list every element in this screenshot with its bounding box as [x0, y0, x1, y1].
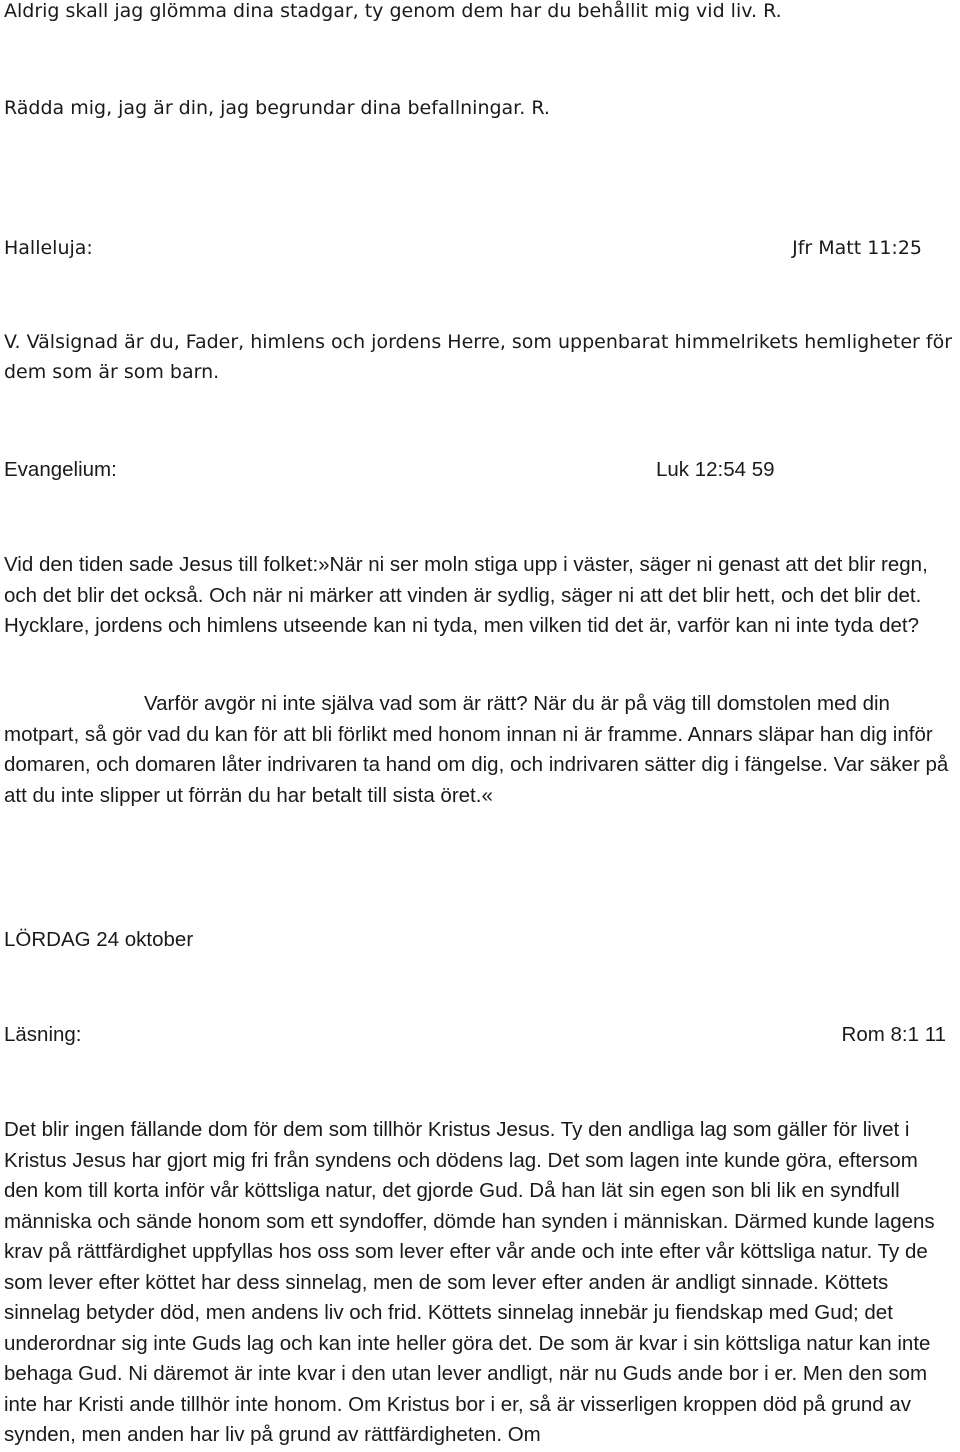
verse-line-1: Aldrig skall jag glömma dina stadgar, ty genom dem har du behållit mig vid liv. R. [4, 0, 782, 22]
evangelium-label: Evangelium: [4, 458, 117, 481]
halleluja-label: Halleluja: [4, 237, 93, 259]
halleluja-verse: V. Välsignad är du, Fader, himlens och jordens Herre, som uppenbarat himmelrikets hemligheter för dem som är som barn. [4, 331, 953, 383]
halleluja-reference: Jfr Matt 11:25 [792, 237, 922, 259]
evangelium-paragraph-2 [4, 689, 952, 811]
evangelium-paragraph-1: Vid den tiden sade Jesus till folket:»När ni ser moln stiga upp i väster, säger ni genast att det blir regn, och det blir det också. Och när ni märker att vinden är sydlig, säger ni att det blir hett, och det blir det. Hycklare, jordens och himlens utseende kan ni tyda, men vilken tid det är, varför kan ni inte tyda det? [4, 553, 928, 637]
day-heading: LÖRDAG 24 oktober [4, 928, 194, 951]
lasning-label: Läsning: [4, 1023, 82, 1046]
evangelium-paragraph-2-text: Varför avgör ni inte själva vad som är rätt? När du är på väg till domstolen med din motpart, så gör vad du kan för att bli förlikt med honom innan ni är framme. Annars släpar han dig inför domaren, och domaren låter indrivaren ta hand om dig, och indrivaren sätter dig i fängelse. Var säker på att du inte slipper ut förrän du har betalt till sista öret.« [4, 692, 949, 807]
lasning-text: Det blir ingen fällande dom för dem som tillhör Kristus Jesus. Ty den andliga lag som gäller för livet i Kristus Jesus har gjort mig fri från syndens och dödens lag. Det som lagen inte kunde göra, eftersom den kom till korta inför vår köttsliga natur, det gjorde Gud. Då han lät sin egen son bli lik en syndfull människa och sände honom som ett syndoffer, dömde han synden i människan. Därmed kunde lagens krav på rättfärdighet uppfyllas hos oss som lever efter vår ande och inte efter vår köttsliga natur. Ty de som lever efter köttet har dess sinnelag, men de som lever efter anden är andligt sinnade. Köttets sinnelag betyder död, men andens liv och frid. Köttets sinnelag innebär ju fiendskap med Gud; det underordnar sig inte Guds lag och kan inte heller göra det. De som är kvar i sin köttsliga natur kan inte behaga Gud. Ni däremot är inte kvar i den utan lever andligt, när nu Guds ande bor i er. Men den som inte har Kristi ande tillhör inte honom. Om Kristus bor i er, så är visserligen kroppen död på grund av synden, men anden har liv på grund av rättfärdigheten. Om [4, 1118, 935, 1446]
verse-line-2: Rädda mig, jag är din, jag begrundar dina befallningar. R. [4, 97, 550, 119]
lasning-reference: Rom 8:1 11 [841, 1023, 946, 1046]
evangelium-reference: Luk 12:54 59 [656, 458, 775, 481]
